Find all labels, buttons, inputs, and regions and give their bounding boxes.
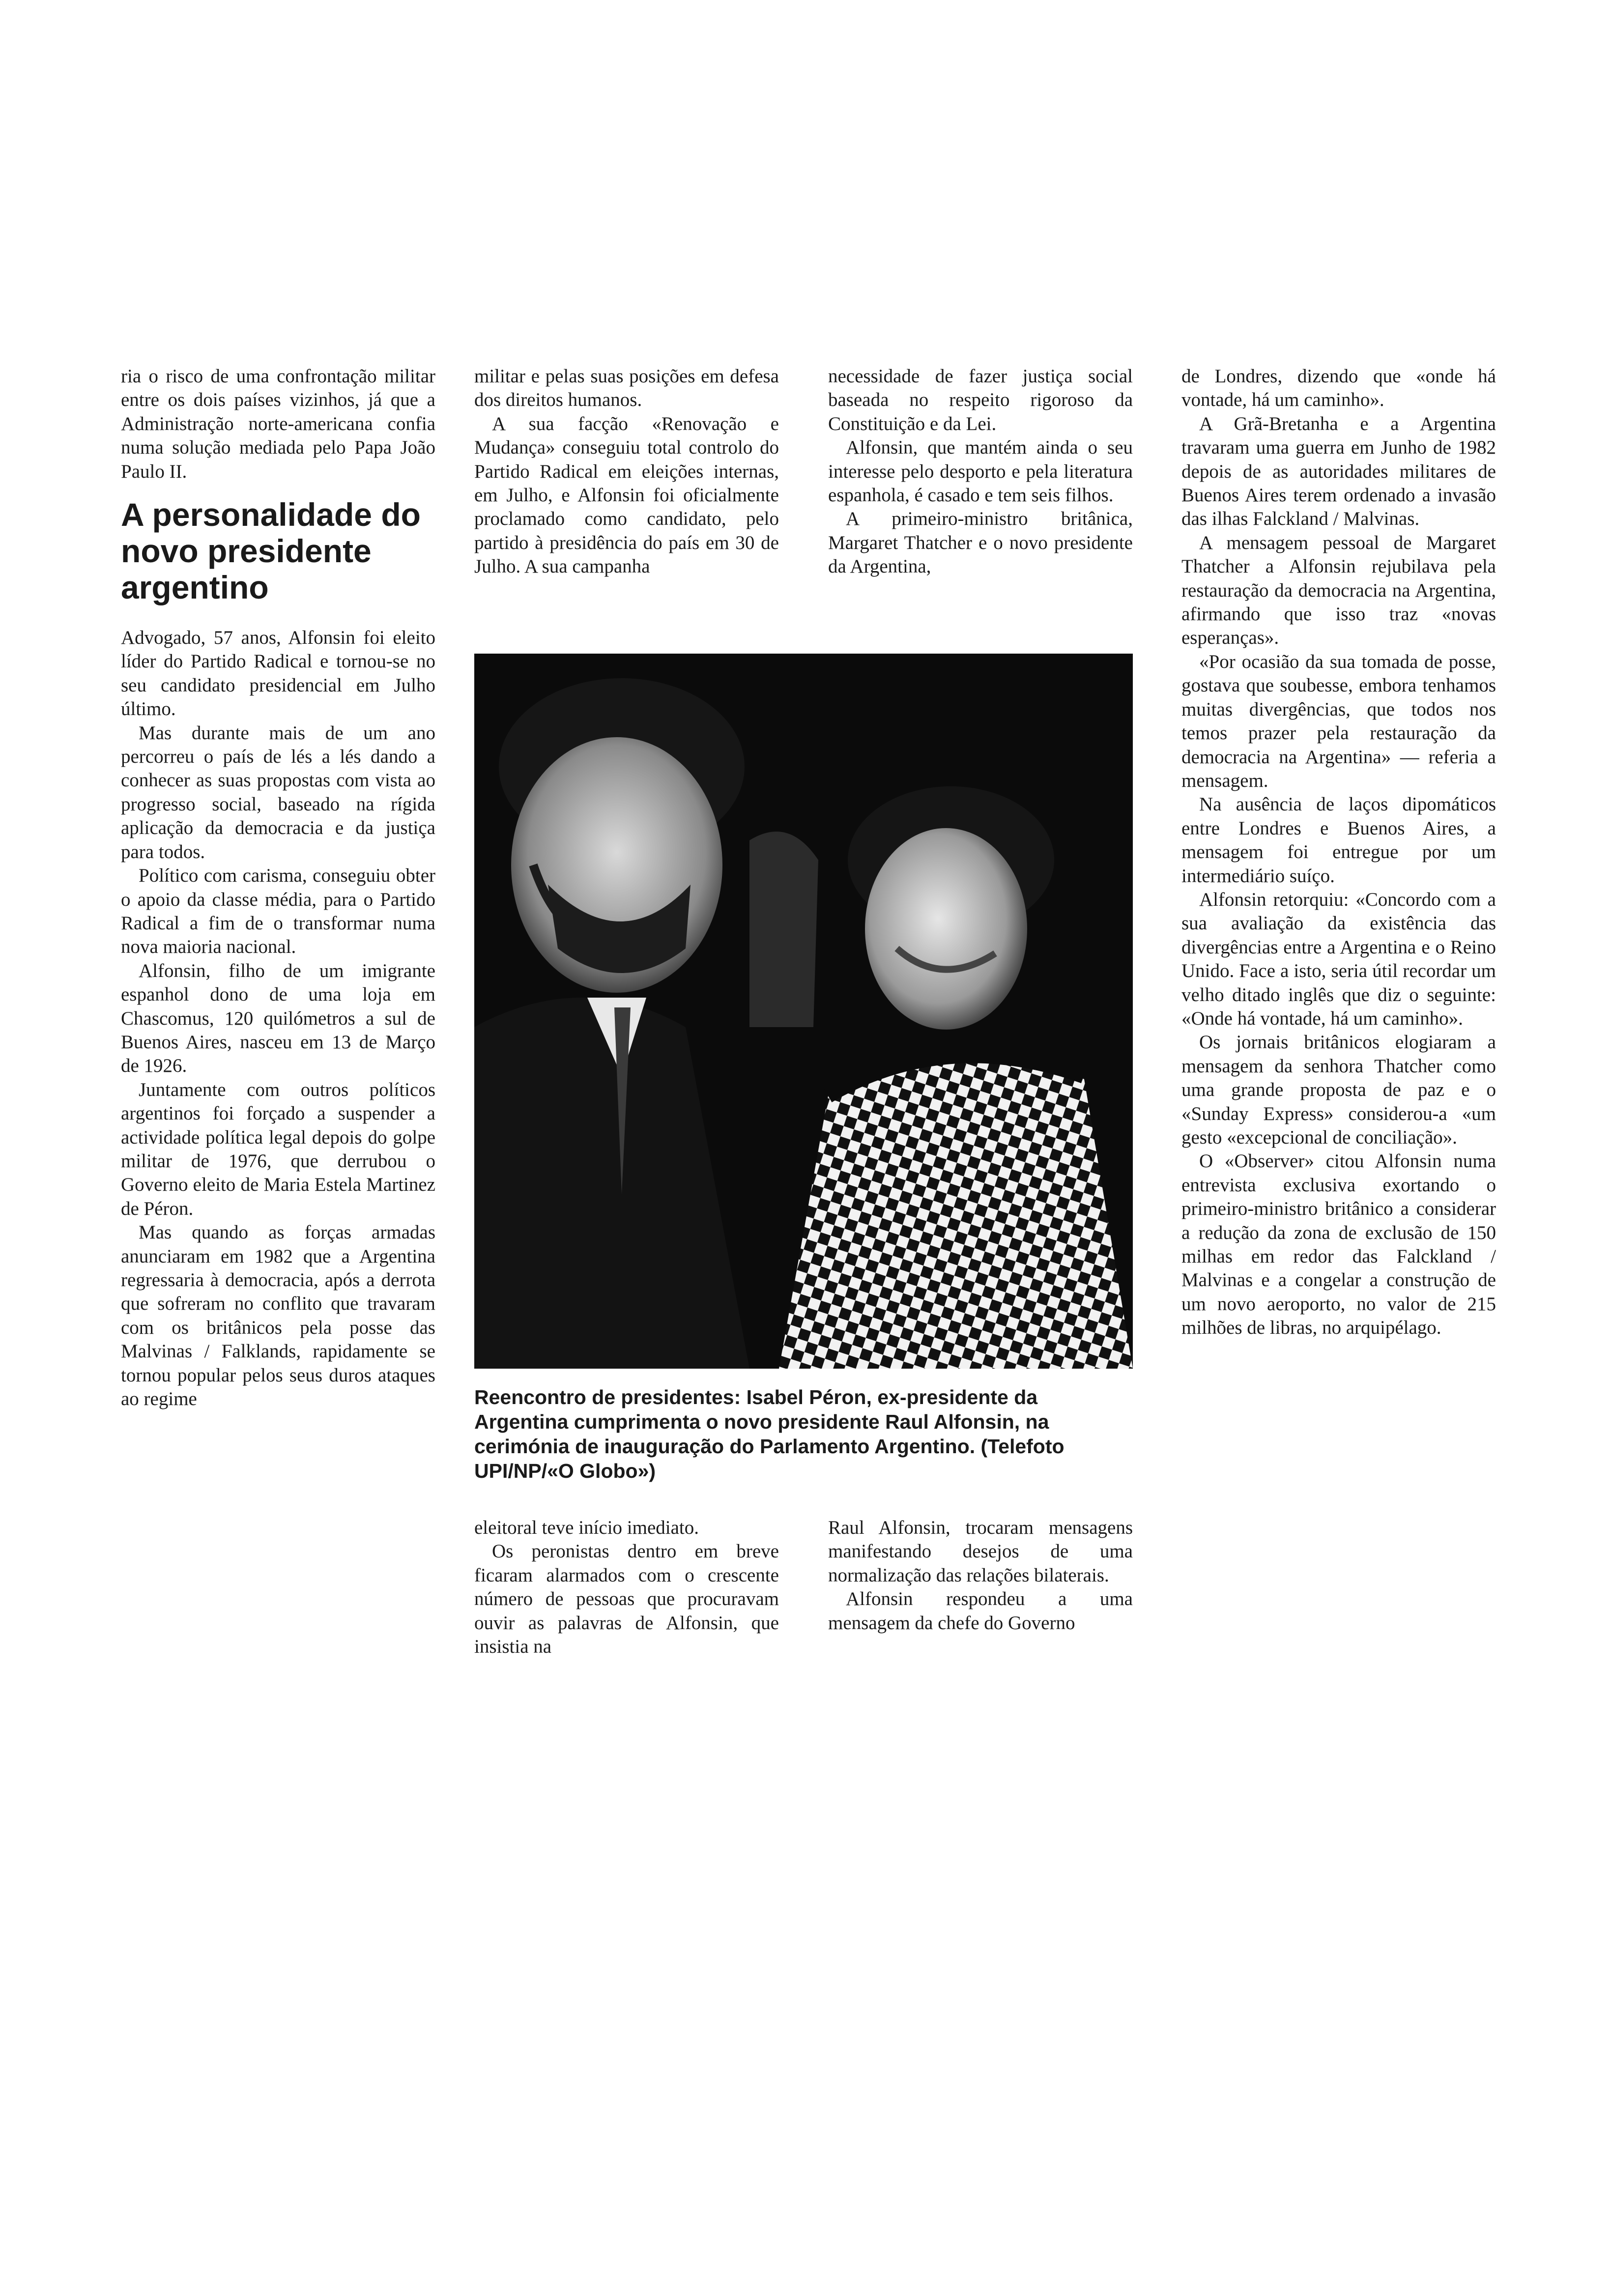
- article-column-3-top: [828, 365, 1133, 579]
- paragraph: Na ausência de laços dipomáticos entre Londres e Buenos Aires, a mensagem foi entregue por um intermediário suíço.: [1181, 794, 1496, 887]
- paragraph: eleitoral teve início imediato.: [474, 1517, 699, 1538]
- article-column-2-bottom: [474, 1516, 779, 1659]
- paragraph: Advogado, 57 anos, Alfonsin foi eleito líder do Partido Radical e tornou-se no seu candidato presidencial em Julho último.: [121, 627, 435, 720]
- photo-caption: Reencontro de presidentes: Isabel Péron, ex-presidente da Argentina cumprimenta o novo presidente Raul Alfonsin, na cerimónia de inauguração do Parlamento Argentino. (Telefoto UPI/NP/«O Globo»): [474, 1386, 1065, 1482]
- paragraph: Político com carisma, conseguiu obter o apoio da classe média, para o Partido Radical a fim de o transformar numa nova maioria nacional.: [121, 865, 435, 958]
- paragraph: A sua facção «Renovação e Mudança» conseguiu total controlo do Partido Radical em eleições internas, em Julho, e Alfonsin foi oficialmente proclamado como candidato, pelo partido à presidência do país em 30 de Julho. A sua campanha: [474, 413, 779, 577]
- news-photo: [474, 654, 1133, 1369]
- section-heading: A personalidade do novo presidente argentino: [121, 496, 421, 606]
- paragraph: A primeiro-ministro britânica, Margaret Thatcher e o novo presidente da Argentina,: [828, 508, 1133, 577]
- paragraph: de Londres, dizendo que «onde há vontade, há um caminho».: [1181, 366, 1496, 411]
- paragraph: Alfonsin, filho de um imigrante espanhol dono de uma loja em Chascomus, 120 quilómetros a sul de Buenos Aires, nasceu em 13 de Março de 1926.: [121, 960, 435, 1077]
- paragraph: Alfonsin, que mantém ainda o seu interesse pelo desporto e pela literatura espanhola, é casado e tem seis filhos.: [828, 437, 1133, 506]
- paragraph: Juntamente com outros políticos argentinos foi forçado a suspender a actividade política legal depois do golpe militar de 1976, que derrubou o Governo eleito de Maria Estela Martinez de Péron.: [121, 1079, 435, 1219]
- paragraph: militar e pelas suas posições em defesa dos direitos humanos.: [474, 366, 779, 411]
- paragraph: A Grã-Bretanha e a Argentina travaram uma guerra em Junho de 1982 depois de as autoridades militares de Buenos Aires terem ordenado a invasão das ilhas Falckland / Malvinas.: [1181, 413, 1496, 530]
- paragraph: Alfonsin respondeu a uma mensagem da chefe do Governo: [828, 1588, 1133, 1634]
- paragraph: O «Observer» citou Alfonsin numa entrevista exclusiva exortando o primeiro-ministro britânico a considerar a redução da zona de exclusão de 150 milhas em redor das Falckland / Malvinas e a congelar a construção de um novo aeroporto, no valor de 215 milhões de libras, no arquipélago.: [1181, 1150, 1496, 1339]
- paragraph: Alfonsin retorquiu: «Concordo com a sua avaliação da existência das divergências entre a Argentina e o Reino Unido. Face a isto, seria útil recordar um velho ditado inglês que diz o seguinte: «Onde há vontade, há um caminho».: [1181, 889, 1496, 1029]
- paragraph: Os jornais britânicos elogiaram a mensagem da senhora Thatcher como uma grande proposta de paz e o «Sunday Express» considerou-a «um gesto «excepcional de conciliação».: [1181, 1032, 1496, 1148]
- intro-paragraph: ria o risco de uma confrontação militar entre os dois países vizinhos, já que a Administração norte-americana confia numa solução mediada pelo Papa João Paulo II.: [121, 366, 435, 482]
- article-column-1: [121, 365, 435, 1411]
- paragraph: Raul Alfonsin, trocaram mensagens manifestando desejos de uma normalização das relações bilaterais.: [828, 1517, 1133, 1586]
- photo-illustration: [474, 654, 1133, 1369]
- paragraph: A mensagem pessoal de Margaret Thatcher a Alfonsin rejubilava pela restauração da democracia na Argentina, afirmando que isso traz «novas esperanças».: [1181, 532, 1496, 649]
- paragraph: «Por ocasião da sua tomada de posse, gostava que soubesse, embora tenhamos muitas divergências, que todos nos temos prazer pela restauração da democracia na Argentina» — referia a mensagem.: [1181, 651, 1496, 791]
- article-column-2-top: [474, 365, 779, 579]
- paragraph: Mas durante mais de um ano percorreu o país de lés a lés dando a conhecer as suas propostas com vista ao progresso social, baseado na rígida aplicação da democracia e da justiça para todos.: [121, 722, 435, 862]
- paragraph: Os peronistas dentro em breve ficaram alarmados com o crescente número de pessoas que procuravam ouvir as palavras de Alfonsin, que insistia na: [474, 1541, 779, 1658]
- article-column-3-bottom: [828, 1516, 1133, 1635]
- paragraph: necessidade de fazer justiça social baseada no respeito rigoroso da Constituição e da Lei.: [828, 366, 1133, 434]
- article-column-4: [1181, 365, 1496, 1340]
- paragraph: Mas quando as forças armadas anunciaram em 1982 que a Argentina regressaria à democracia, após a derrota que sofreram no conflito que travaram com os britânicos pela posse das Malvinas / Falklands, rapidamente se tornou popular pelos seus duros ataques ao regime: [121, 1222, 435, 1410]
